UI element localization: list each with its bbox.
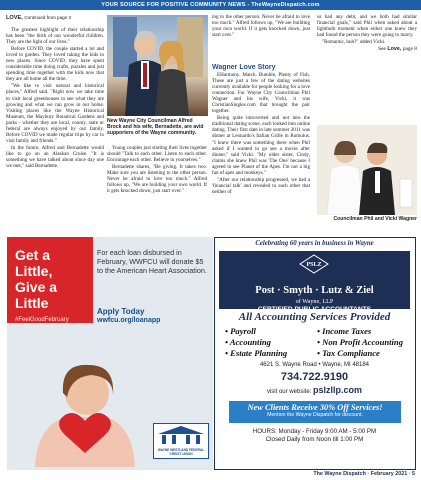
paragraph: us had any debt, and we both had similar financial goals," said Phil when asked about a lightbulb moment when either one knew they had found the person they were going to marry.: [317, 14, 417, 39]
ad-body: For each loan disbursed in February, WWFCU will donate $5 to the American Heart Association.: [97, 248, 207, 275]
anniversary-banner: Celebrating 60 years in business in Wayne: [255, 240, 374, 247]
promo-title: New Clients Receive 30% Off Services!: [247, 403, 383, 412]
section-heading: Wagner Love Story: [212, 64, 276, 71]
accounting-ad[interactable]: [214, 237, 416, 470]
website-link[interactable]: pslzllp.com: [313, 385, 363, 395]
firm-designation: CERTIFIED PUBLIC ACCOUNTANTS: [257, 306, 372, 313]
firm-phone[interactable]: 734.722.9190: [280, 371, 349, 383]
paragraph: Before COVID, the couple started a lot and loved to garden. They loved taking the kids to new places. Since COVID, they have spent considerable time doing crafts, puzzles and just spending time together with the kids now that they are all home all the time.: [6, 46, 104, 83]
ad-title: Get a Little, Give a Little: [15, 247, 58, 311]
service-item: • Estate Planning: [225, 348, 288, 358]
article-column-4: [317, 14, 417, 52]
header-bar: YOUR SOURCE FOR POSITIVE COMMUNITY NEWS - TheWayneDispatch.com: [0, 0, 421, 10]
building-icon: [154, 424, 208, 446]
wagner-section: [212, 62, 310, 196]
paragraph: ing to the other person. Never be afraid to love too much." Alfred follows up, "We are building your own world. If it gets knocked down, just start over.": [212, 14, 310, 39]
apply-cta[interactable]: Apply Today: [97, 307, 145, 316]
page-footer: The Wayne Dispatch · February 2021 · 5: [313, 471, 415, 477]
paragraph: The greatest highlight of their relationship has been "the birth of our wonderful children. They are the light of our lives.": [6, 27, 104, 46]
svg-text:PSLZ: PSLZ: [306, 262, 322, 268]
article-column-3: [212, 14, 310, 39]
paragraph: In the future, Alfred and Bernadette would like to go on an Alaskan Cruise. "It is something we have talked about since day one we met," said Bernadette.: [6, 144, 104, 170]
credit-union-logo: [153, 423, 209, 459]
paragraph: "We like to visit natural and historical places," Alfred said. "Right now we take time to visit local greenhouses to see what they are growing and what we can grow in our home. Visiting places like the Wayne Historical Museum, the Maybury Botanical Gardens and parks - whether they are local, county, state or federal are always enjoyed by our family. Before COVID we made regular trips by car to visit family and friends.": [6, 83, 104, 144]
couple-illustration: [107, 15, 208, 116]
brock-couple-photo: [107, 15, 208, 116]
paragraph: Young couples just starting their lives together should "Talk to each other. Listen to each other. Encourage each other. Believe in yourselves.": [107, 145, 207, 164]
paragraph: Being quite introverted and not into the traditional dating scene, each looked into online dating. Their first date in late summer 2011 was dinner at Leonardo's Italian Grille in Romulus. "I knew there was something there when Phil asked if I wanted to go see a movie after dinner," said Vicki. "My older sister, Cindy, claims she knew Phil was 'The One' because I agreed to see Planet of the Apes. I'm not a big fan of apes and monkeys.": [212, 115, 310, 176]
service-item: • Accounting: [225, 337, 271, 347]
service-item: • Income Taxes: [317, 326, 372, 336]
promo-subtitle: Mention the Wayne Dispatch for discount.: [267, 412, 363, 418]
continued-link[interactable]: See Love, page 8: [378, 46, 417, 53]
logo-text: WAYNE WESTLAND FEDERAL CREDIT UNION: [157, 448, 205, 456]
service-item: • Payroll: [225, 326, 256, 336]
business-hours: HOURS: Monday - Friday 9:00 AM - 5:00 PM Closed Daily from Noon till 1:00 PM: [252, 428, 377, 443]
photo-caption: New Wayne City Councilman Alfred Brock and his wife, Bernadette, are avid supporters of the Wayne community.: [107, 118, 204, 137]
paragraph: "Romantic, huh?" added Vicki.: [322, 39, 386, 46]
love-label: LOVE,: [6, 15, 23, 21]
photo-caption: Councilman Phil and Vicki Wagner: [333, 216, 417, 222]
ad-headline-block: [7, 237, 93, 323]
woman-hugging-heart-illustration: [15, 347, 155, 467]
article-column-1: [6, 27, 104, 170]
hashtag: #FeelGoodFebruary: [15, 317, 69, 323]
paragraph: EHarmony. Match. Bumble, Plenty of Fish. These are just a few of the dating websites currently available for people looking for a love connection. For Wayne City Councilman Phil Wagner and his wife, Vicki, it was ChristianSingles.com that brought the pair together.: [212, 72, 310, 115]
service-item: • Tax Compliance: [317, 348, 380, 358]
website-line: visit our website: pslzllp.com: [266, 385, 363, 395]
promo-banner: [229, 401, 401, 423]
ad-url-link[interactable]: wwfcu.org/loanapp: [97, 317, 161, 324]
couple-illustration: [317, 125, 417, 215]
article-column-2: [107, 145, 207, 195]
firm-address: 4621 S. Wayne Road • Wayne, MI 48184: [259, 362, 370, 368]
paragraph: "After our relationship progressed, we had a 'financial talk' and revealed to each other that neither of: [212, 176, 310, 195]
credit-union-ad[interactable]: [7, 237, 213, 470]
paragraph: Bernadette shares, "Be giving. It takes two. Make sure you are listening to the other person. Never be afraid to love too much." Alfred follows up, "We are building your own world. If it gets knocked down, just start over.": [107, 164, 207, 195]
service-item: • Non Profit Accounting: [317, 337, 404, 347]
firm-location: of Wayne, LLP: [295, 298, 334, 305]
firm-banner: [219, 251, 410, 313]
services-tagline: All Accounting Services Provided: [238, 311, 391, 323]
pslz-logo-icon: [299, 254, 329, 274]
continued-note: Continued from page 3: [24, 15, 72, 20]
wagner-couple-photo: [317, 125, 417, 215]
firm-name: Post · Smyth · Lutz & Ziel: [255, 285, 374, 296]
continued-heading: [6, 15, 106, 21]
